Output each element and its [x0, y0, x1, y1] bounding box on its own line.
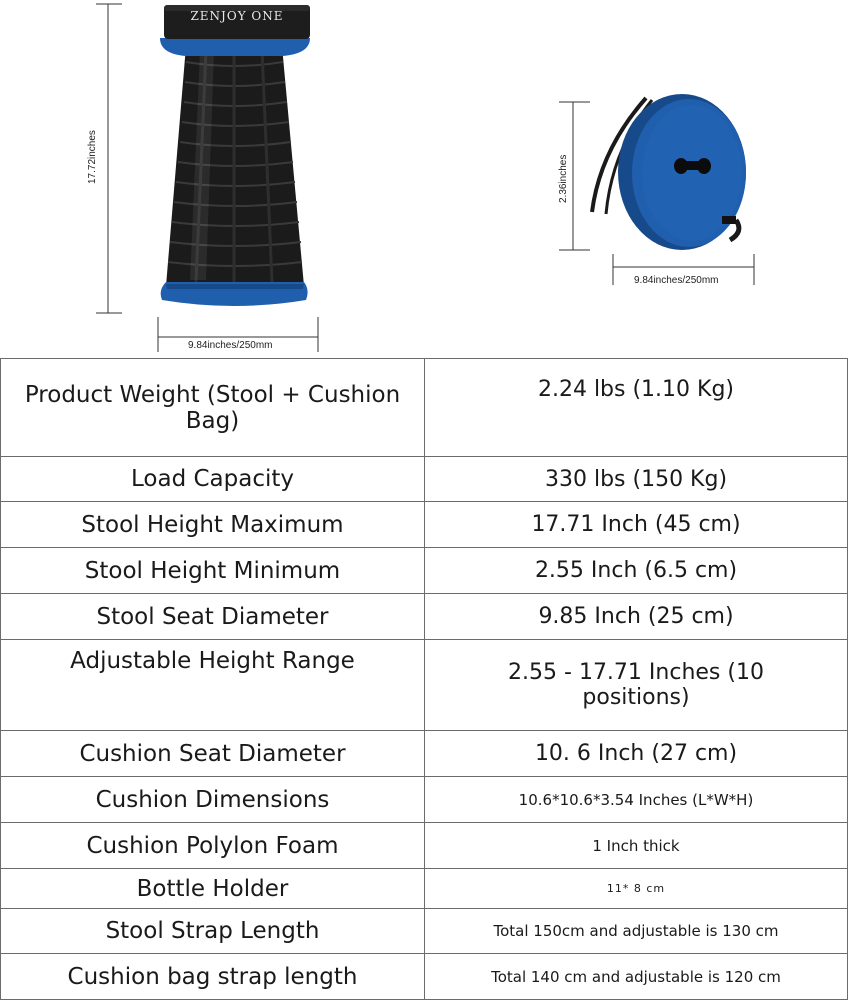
table-row: [1, 640, 848, 731]
spec-label-load-capacity: Load Capacity: [1, 457, 425, 502]
spec-label-height-range: Adjustable Height Range: [1, 640, 425, 731]
spec-label-stool-strap: Stool Strap Length: [1, 909, 425, 954]
spec-label-cushion-strap: Cushion bag strap length: [1, 954, 425, 1000]
spec-value-cushion-strap: Total 140 cm and adjustable is 120 cm: [425, 954, 848, 1000]
collapsed-width-label: 9.84inches/250mm: [634, 275, 719, 286]
spec-label-cushion-dimensions: Cushion Dimensions: [1, 777, 425, 823]
table-row: [1, 502, 848, 548]
table-row: [1, 869, 848, 909]
spec-value-stool-strap: Total 150cm and adjustable is 130 cm: [425, 909, 848, 954]
spec-value-load-capacity: 330 lbs (150 Kg): [425, 457, 848, 502]
extended-height-label: 17.72inches: [87, 130, 98, 184]
spec-value-seat-diameter: 9.85 Inch (25 cm): [425, 594, 848, 640]
table-row: [1, 359, 848, 457]
collapsed-height-label: 2.36inches: [558, 154, 569, 203]
spec-value-cushion-dimensions: 10.6*10.6*3.54 Inches (L*W*H): [425, 777, 848, 823]
product-dimension-figure: [0, 0, 848, 358]
spec-value-cushion-foam: 1 Inch thick: [425, 823, 848, 869]
spec-label-height-max: Stool Height Maximum: [1, 502, 425, 548]
spec-label-cushion-foam: Cushion Polylon Foam: [1, 823, 425, 869]
spec-label-bottle-holder: Bottle Holder: [1, 869, 425, 909]
table-row: [1, 731, 848, 777]
extended-width-label: 9.84inches/250mm: [188, 340, 273, 351]
table-row: [1, 548, 848, 594]
brand-logo-text: ZENJOY ONE: [190, 9, 284, 23]
spec-label-seat-diameter: Stool Seat Diameter: [1, 594, 425, 640]
specification-table: [0, 358, 848, 1000]
collapsed-stool-image: [0, 0, 848, 358]
table-row: [1, 777, 848, 823]
spec-value-height-max: 17.71 Inch (45 cm): [425, 502, 848, 548]
spec-label-height-min: Stool Height Minimum: [1, 548, 425, 594]
spec-value-cushion-diameter: 10. 6 Inch (27 cm): [425, 731, 848, 777]
spec-label-cushion-diameter: Cushion Seat Diameter: [1, 731, 425, 777]
table-row: [1, 823, 848, 869]
table-row: [1, 594, 848, 640]
spec-value-bottle-holder: 11* 8 cm: [425, 869, 848, 909]
spec-label-product-weight: Product Weight (Stool + Cushion Bag): [1, 359, 425, 457]
table-row: [1, 954, 848, 1000]
table-row: [1, 457, 848, 502]
table-row: [1, 909, 848, 954]
spec-value-height-range: 2.55 - 17.71 Inches (10 positions): [425, 640, 848, 731]
spec-value-height-min: 2.55 Inch (6.5 cm): [425, 548, 848, 594]
spec-value-product-weight: 2.24 lbs (1.10 Kg): [425, 359, 848, 457]
